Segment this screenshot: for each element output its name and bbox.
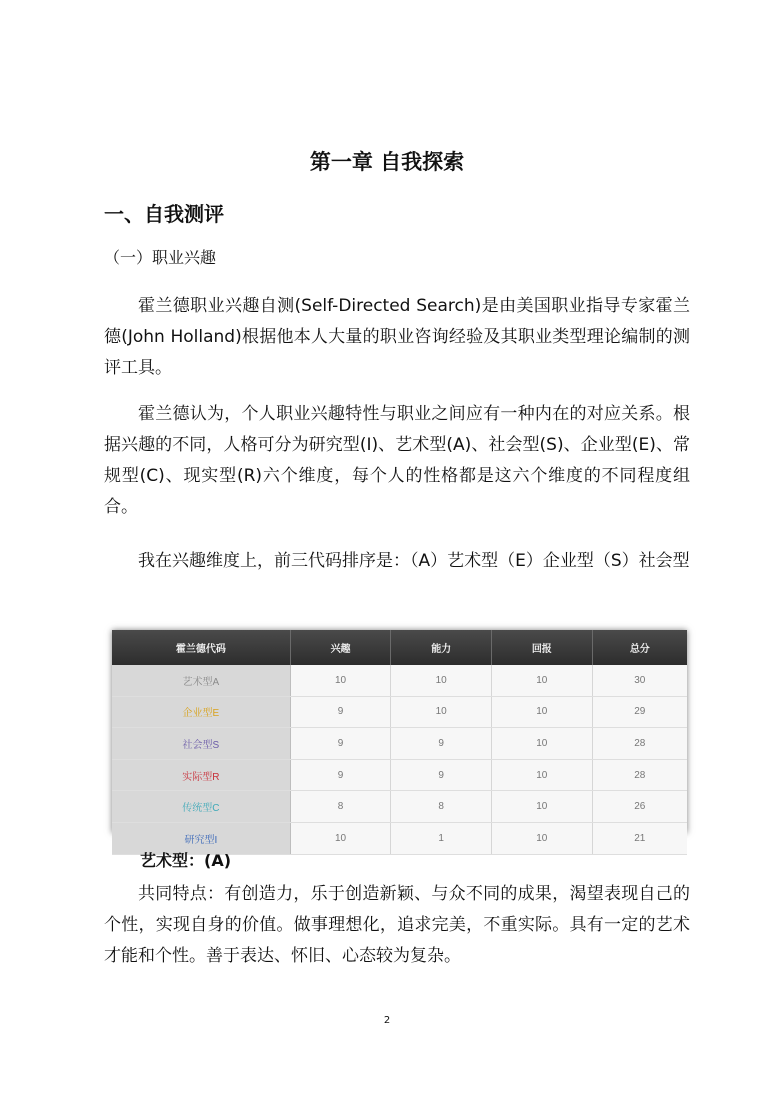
type-heading: 艺术型：(A) — [140, 851, 232, 870]
row-interest-cell: 10 — [290, 822, 391, 854]
paragraph-intro: 霍兰德职业兴趣自测(Self-Directed Search)是由美国职业指导专家霍兰德(John Holland)根据他本人大量的职业咨询经验及其职业类型理论编制的测评工具。 — [104, 296, 690, 378]
row-total-cell: 28 — [592, 728, 687, 760]
table-row — [112, 728, 687, 760]
row-reward-cell: 10 — [492, 665, 593, 696]
header-interest: 兴趣 — [290, 630, 391, 665]
row-interest-cell: 8 — [290, 791, 391, 823]
row-interest-cell: 9 — [290, 759, 391, 791]
row-ability-cell: 9 — [391, 759, 492, 791]
row-code-cell: 实际型R — [112, 759, 290, 791]
table-row — [112, 696, 687, 728]
table-row — [112, 665, 687, 696]
holland-score-table — [112, 630, 687, 846]
row-total-cell: 21 — [592, 822, 687, 854]
row-code-cell: 艺术型A — [112, 665, 290, 696]
row-reward-cell: 10 — [492, 728, 593, 760]
row-ability-cell: 10 — [391, 665, 492, 696]
paragraph-theory: 霍兰德认为，个人职业兴趣特性与职业之间应有一种内在的对应关系。根据兴趣的不同，人格可分为研究型(I)、艺术型(A)、社会型(S)、企业型(E)、常规型(C)、现实型(R)六个维度，每个人的性格都是这六个维度的不同程度组合。 — [104, 404, 690, 517]
header-total: 总分 — [592, 630, 687, 665]
section-title: 一、自我测评 — [104, 202, 224, 226]
table-header-row — [112, 630, 687, 665]
table-row — [112, 791, 687, 823]
row-total-cell: 28 — [592, 759, 687, 791]
row-total-cell: 30 — [592, 665, 687, 696]
chapter-title: 第一章 自我探索 — [309, 150, 465, 174]
row-total-cell: 29 — [592, 696, 687, 728]
type-description: 共同特点：有创造力，乐于创造新颖、与众不同的成果，渴望表现自己的个性，实现自身的价值。做事理想化，追求完美，不重实际。具有一定的艺术才能和个性。善于表达、怀旧、心态较为复杂。 — [104, 884, 690, 966]
header-reward: 回报 — [492, 630, 593, 665]
row-reward-cell: 10 — [492, 696, 593, 728]
table-row — [112, 759, 687, 791]
paragraph-result: 我在兴趣维度上，前三代码排序是：（A）艺术型（E）企业型（S）社会型 — [138, 551, 690, 571]
page-number: 2 — [383, 1015, 391, 1026]
row-reward-cell: 10 — [492, 822, 593, 854]
row-code-cell: 企业型E — [112, 696, 290, 728]
row-code-cell: 传统型C — [112, 791, 290, 823]
row-ability-cell: 10 — [391, 696, 492, 728]
subsection-title: （一）职业兴趣 — [104, 248, 217, 267]
row-interest-cell: 10 — [290, 665, 391, 696]
row-ability-cell: 1 — [391, 822, 492, 854]
row-ability-cell: 9 — [391, 728, 492, 760]
row-code-cell: 研究型I — [112, 822, 290, 854]
row-reward-cell: 10 — [492, 759, 593, 791]
row-interest-cell: 9 — [290, 696, 391, 728]
header-code: 霍兰德代码 — [112, 630, 290, 665]
row-reward-cell: 10 — [492, 791, 593, 823]
row-interest-cell: 9 — [290, 728, 391, 760]
row-ability-cell: 8 — [391, 791, 492, 823]
row-total-cell: 26 — [592, 791, 687, 823]
row-code-cell: 社会型S — [112, 728, 290, 760]
header-ability: 能力 — [391, 630, 492, 665]
